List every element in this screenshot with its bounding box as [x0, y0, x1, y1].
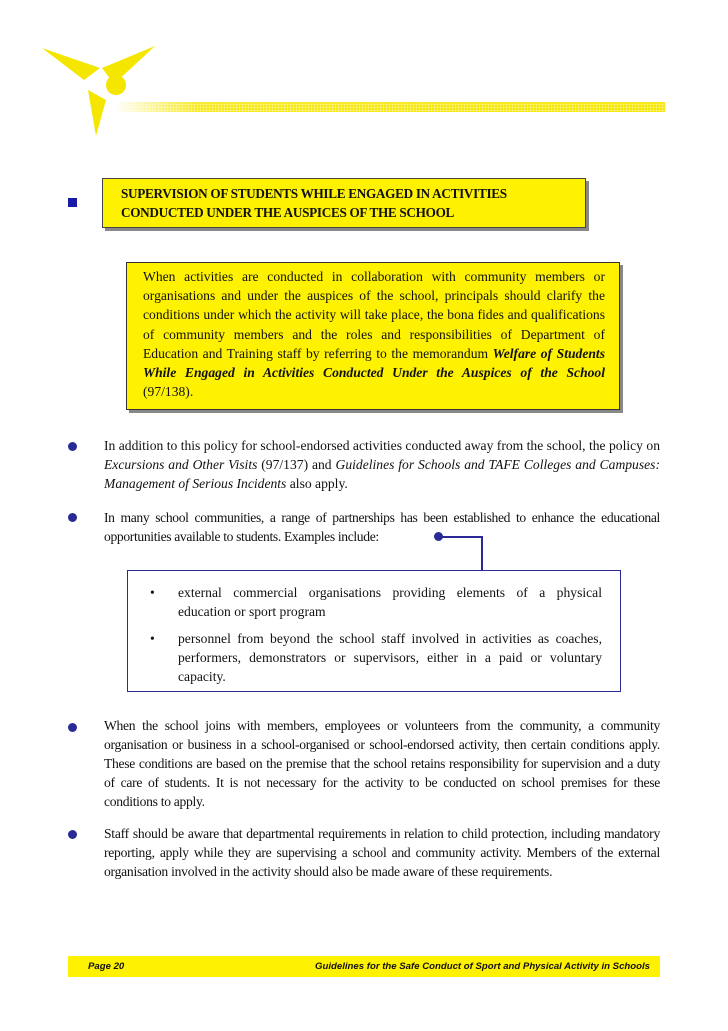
paragraph-partnerships: [104, 508, 660, 546]
round-bullet-icon: [68, 723, 77, 732]
decorative-dot-band: [115, 100, 665, 114]
list-bullet-icon: •: [150, 631, 155, 646]
p2-text: In many school communities, a range of partnerships has been established to enhance the educational opportunities available to students. Examples include:: [104, 510, 660, 544]
round-bullet-icon: [68, 513, 77, 522]
examples-box: [127, 570, 621, 692]
heading-line-1: SUPERVISION OF STUDENTS WHILE ENGAGED IN ACTIVITIES: [121, 186, 507, 201]
memorandum-callout: [126, 262, 620, 410]
p3-text: When the school joins with members, employees or volunteers from the community, a community organisation or business in a school-organised or school-endorsed activity, then certain conditions apply. These conditions are based on the premise that the school retains responsibility for supervision and a duty of care of students. It is not necessary for the activity to be conducted on school premises for these conditions to apply.: [104, 718, 660, 809]
page-footer: [68, 956, 660, 977]
callout-ref: (97/138).: [143, 384, 194, 400]
example-text: external commercial organisations providing elements of a physical education or sport program: [178, 585, 602, 619]
heading-line-2: CONDUCTED UNDER THE AUSPICES OF THE SCHOOL: [121, 205, 455, 220]
connector-line: [481, 536, 483, 570]
section-heading: [102, 178, 586, 228]
callout-text: When activities are conducted in collaboration with community members or organisations and under the auspices of the school, principals should clarify the conditions under which the activity will take place, the bona fides and qualifications of community members and the roles and responsibilities of Department of Education and Training staff by referring to the memorandum: [143, 269, 605, 361]
p1-text-a: In addition to this policy for school-endorsed activities conducted away from the school, the policy on: [104, 438, 660, 453]
paragraph-related-policies: [104, 436, 660, 493]
p1-text-b: (97/137) and: [257, 457, 336, 472]
round-bullet-icon: [68, 830, 77, 839]
connector-line: [442, 536, 482, 538]
p4-text: Staff should be aware that departmental requirements in relation to child protection, including mandatory reporting, apply while they are supervising a school and community activity. Members of the external organisation involved in the activity should also be made aware of these requirements.: [104, 826, 660, 879]
list-item: [150, 629, 602, 687]
list-bullet-icon: •: [150, 585, 155, 600]
p1-excursions-title: Excursions and Other Visits: [104, 457, 258, 472]
list-item: [150, 583, 602, 623]
paragraph-joint-activities: [104, 716, 660, 811]
example-text: personnel from beyond the school staff involved in activities as coaches, performers, demonstrators or supervisors, either in a paid or voluntary capacity.: [178, 631, 602, 684]
round-bullet-icon: [68, 442, 77, 451]
square-bullet-icon: [68, 198, 77, 207]
document-title: Guidelines for the Safe Conduct of Sport and Physical Activity in Schools: [315, 961, 650, 972]
p1-text-c: also apply.: [286, 476, 348, 491]
star-figure-logo-icon: [40, 40, 165, 140]
p1-guidelines-title: Guidelines for Schools and TAFE Colleges and Campuses: Management of Serious Incidents: [104, 457, 660, 491]
paragraph-child-protection: [104, 824, 660, 881]
callout-memorandum-title: Welfare of Students While Engaged in Activities Conducted Under the Auspices of the School: [143, 345, 606, 381]
page-number: Page 20: [88, 961, 125, 972]
